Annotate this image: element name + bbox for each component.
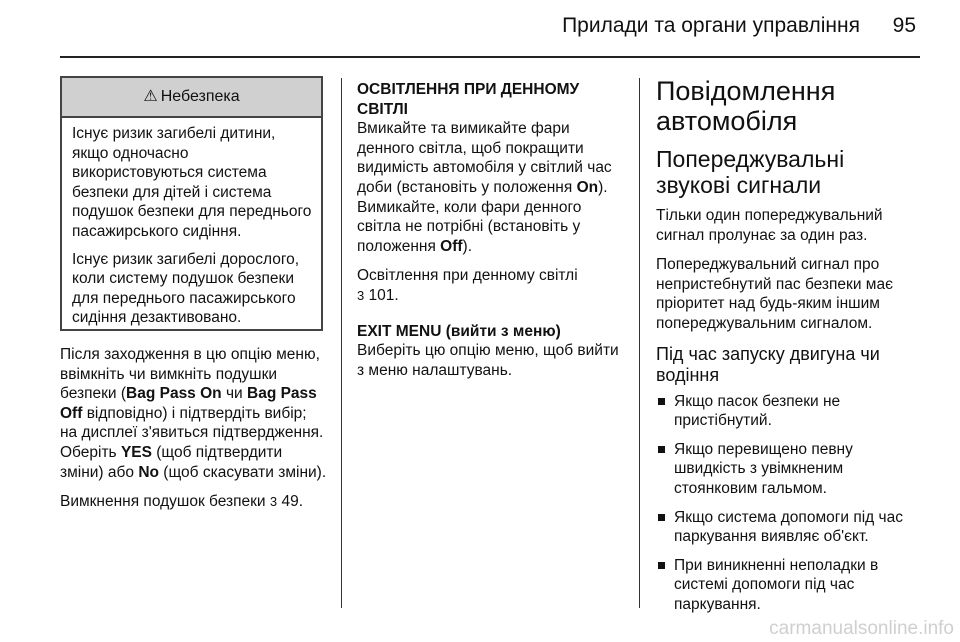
bullet-square-icon — [658, 514, 665, 521]
bullet-square-icon — [658, 562, 665, 569]
list-item: Якщо система допомоги під час паркування виявляє об'єкт. — [656, 508, 924, 547]
exit-menu-heading: EXIT MENU (вийти з меню) — [357, 322, 561, 340]
warning-box — [60, 76, 323, 331]
engine-start-heading: Під час запуску двигуна чи водіння — [656, 343, 880, 385]
warning-chimes-heading: Попереджувальні звукові сигнали — [656, 146, 845, 198]
airbag-reference: Вимкнення подушок безпеки 3 49. — [60, 493, 303, 511]
header-rule — [60, 56, 920, 58]
daylight-paragraph: Вмикайте та вимикайте фари денного світла, щоб покращити видимість автомобіля у світлий час доби (встановіть у положення On). Вимикайте, коли фари денного світла не потрібні (встановіть у положення Off). — [357, 120, 612, 255]
column-3-text — [656, 76, 924, 624]
page-number: 95 — [892, 14, 916, 37]
list-item: При виникненні неполадки в системі допомоги під час паркування. — [656, 556, 924, 615]
list-item: Якщо перевищено певну швидкість з увімкненим стоянковим гальмом. — [656, 440, 924, 499]
chimes-paragraph-1: Тільки один попереджувальний сигнал пролунає за один раз. — [656, 207, 883, 244]
column-divider-1 — [341, 78, 342, 608]
chimes-list — [656, 392, 924, 615]
warning-text-2: Існує ризик загибелі дорослого, коли систему подушок безпеки для переднього пасажирського сидіння дезактивовано. — [72, 250, 300, 327]
list-item: Якщо пасок безпеки не пристібнутий. — [656, 392, 924, 431]
warning-header — [62, 78, 321, 118]
bullet-square-icon — [658, 398, 665, 405]
reference-arrow-icon: 3 — [357, 287, 365, 303]
page-header-title: Прилади та органи управління — [562, 14, 860, 37]
daylight-heading: ОСВІТЛЕННЯ ПРИ ДЕННОМУ СВІТЛІ — [357, 81, 580, 118]
airbag-paragraph: Після заходження в цю опцію меню, ввімкніть чи вимкніть подушки безпеки (Bag Pass On чи Bag Pass Off відповідно) і підтвердіть вибір; на дисплеї з'явиться підтвердження. Оберіть YES (щоб підтвердити зміни) або No (щоб скасувати зміни). — [60, 346, 327, 481]
warning-text-1: Існує ризик загибелі дитини, якщо одночасно використовуються система безпеки для дітей і система подушок безпеки для переднього пасажирського сидіння. — [72, 125, 312, 240]
chimes-paragraph-2: Попереджувальний сигнал про непристебнутий пас безпеки має пріоритет над будь-яким іншим попереджувальним сигналом. — [656, 256, 893, 332]
warning-title: Небезпека — [160, 88, 240, 105]
warning-triangle-icon: ⚠ — [143, 88, 158, 105]
warning-body — [62, 118, 321, 328]
column-2-text — [357, 80, 627, 390]
watermark: carmanualsonline.info — [769, 618, 954, 639]
bullet-square-icon — [658, 446, 665, 453]
daylight-reference: Освітлення при денному світлі 3 101. — [357, 267, 578, 304]
column-divider-2 — [639, 78, 640, 608]
reference-arrow-icon: 3 — [269, 494, 278, 510]
vehicle-messages-heading: Повідомлення автомобіля — [656, 76, 836, 136]
column-1-text — [60, 345, 328, 522]
exit-menu-paragraph: Виберіть цю опцію меню, щоб вийти з меню налаштувань. — [357, 342, 619, 379]
